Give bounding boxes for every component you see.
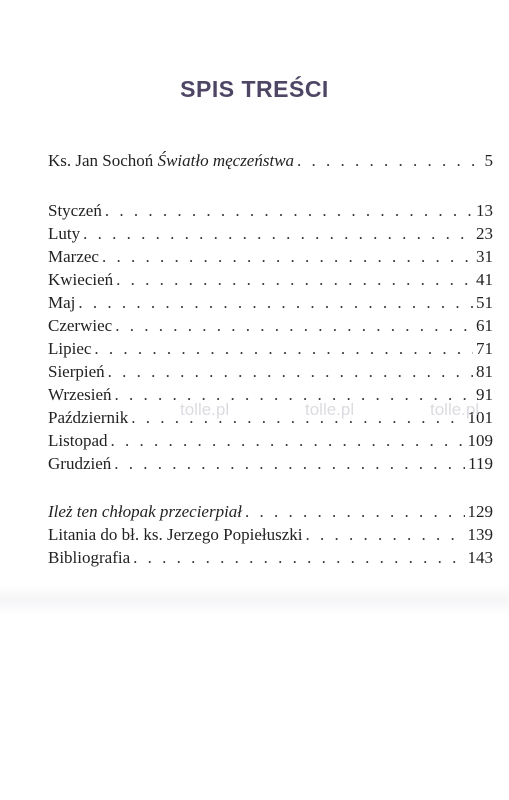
dot-leader bbox=[94, 337, 473, 360]
toc-entry-listopad bbox=[48, 429, 493, 452]
scan-artifact-band bbox=[0, 585, 509, 615]
toc-entry-label: Grudzień bbox=[48, 454, 112, 473]
toc-entry-page: 13 bbox=[476, 201, 493, 220]
toc-entry-label: Czerwiec bbox=[48, 316, 113, 335]
dot-leader bbox=[115, 383, 473, 406]
dot-leader bbox=[108, 360, 473, 383]
dot-leader bbox=[297, 149, 481, 172]
dot-leader bbox=[102, 245, 473, 268]
dot-leader bbox=[105, 199, 473, 222]
toc-entry-author: Ks. Jan Sochoń bbox=[48, 151, 158, 170]
page-title: SPIS TREŚCI bbox=[180, 76, 329, 102]
dot-leader bbox=[305, 523, 464, 546]
toc-entry-page: 139 bbox=[467, 525, 493, 544]
toc-entry-italic-title: Światło męczeństwa bbox=[157, 151, 295, 170]
toc-entry-page: 51 bbox=[476, 293, 493, 312]
toc-entry-page: 101 bbox=[467, 408, 493, 427]
toc-entry-page: 119 bbox=[468, 454, 493, 473]
toc-entry-luty bbox=[48, 222, 493, 245]
toc-entry-page: 61 bbox=[476, 316, 493, 335]
toc-entry-label: Ileż ten chłopak przecierpiał bbox=[48, 502, 243, 521]
toc-entry-pazdziernik bbox=[48, 406, 493, 429]
dot-leader bbox=[111, 429, 465, 452]
toc-entry-label: Bibliografia bbox=[48, 548, 131, 567]
toc-entry-lipiec bbox=[48, 337, 493, 360]
toc-entry-litania bbox=[48, 523, 493, 546]
watermark-logo: tolle.pl bbox=[305, 400, 355, 419]
toc-entry-label: Lipiec bbox=[48, 339, 92, 358]
toc-entry-ilez-ten-chlopak bbox=[48, 500, 493, 523]
toc-entry-page: 129 bbox=[467, 502, 493, 521]
toc-entry-label: Litania do bł. ks. Jerzego Popiełuszki bbox=[48, 525, 303, 544]
toc-entry-label: Luty bbox=[48, 224, 81, 243]
toc-entry-page: 41 bbox=[476, 270, 493, 289]
watermark-logo: tolle.pl bbox=[430, 400, 480, 419]
toc-entry-label: Wrzesień bbox=[48, 385, 112, 404]
toc-entry-maj bbox=[48, 291, 493, 314]
dot-leader bbox=[114, 452, 465, 475]
dot-leader bbox=[133, 546, 464, 569]
toc-entry-styczen bbox=[48, 199, 493, 222]
toc-entry-czerwiec bbox=[48, 314, 493, 337]
toc-entry-label: Sierpień bbox=[48, 362, 105, 381]
toc-entry-page: 5 bbox=[484, 151, 493, 170]
toc-entry-sierpien bbox=[48, 360, 493, 383]
dot-leader bbox=[83, 222, 473, 245]
toc-entry-page: 143 bbox=[467, 548, 493, 567]
toc-entry-marzec bbox=[48, 245, 493, 268]
toc-entry-grudzien bbox=[48, 452, 493, 475]
toc-entry-kwiecien bbox=[48, 268, 493, 291]
toc-entry-wrzesien bbox=[48, 383, 493, 406]
toc-entry-introduction bbox=[48, 149, 493, 172]
dot-leader bbox=[116, 268, 473, 291]
dot-leader bbox=[115, 314, 473, 337]
toc-entry-page: 31 bbox=[476, 247, 493, 266]
toc-entry-bibliografia bbox=[48, 546, 493, 569]
watermark-logo: tolle.pl bbox=[180, 400, 230, 419]
toc-entry-page: 91 bbox=[476, 385, 493, 404]
toc-entry-label: Listopad bbox=[48, 431, 108, 450]
toc-entry-label: Marzec bbox=[48, 247, 99, 266]
toc-entry-label bbox=[48, 149, 294, 172]
dot-leader bbox=[245, 500, 464, 523]
toc-entry-label: Maj bbox=[48, 293, 76, 312]
toc-entry-label: Styczeń bbox=[48, 201, 102, 220]
toc-entry-label: Październik bbox=[48, 408, 129, 427]
toc-entry-label: Kwiecień bbox=[48, 270, 114, 289]
dot-leader bbox=[78, 291, 473, 314]
toc-entry-page: 109 bbox=[467, 431, 493, 450]
toc-entry-page: 23 bbox=[476, 224, 493, 243]
toc-entry-page: 81 bbox=[476, 362, 493, 381]
toc-entry-page: 71 bbox=[476, 339, 493, 358]
